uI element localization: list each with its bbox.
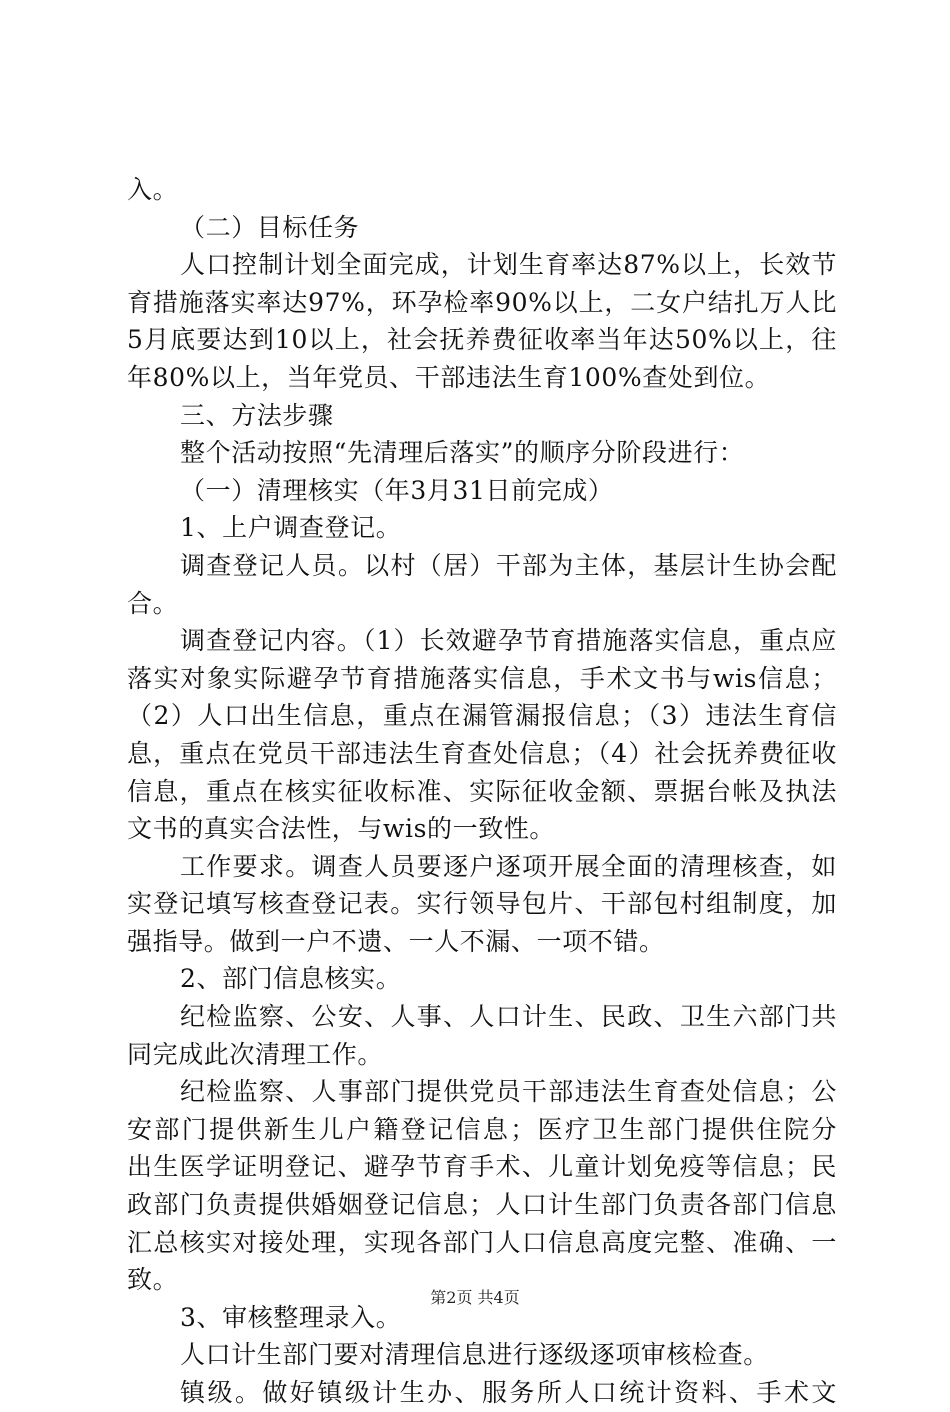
text-line: 强指导。做到一户不遗、一人不漏、一项不错。 [127, 926, 665, 956]
text-line: 政部门负责提供婚姻登记信息；人口计生部门负责各部门信息 [127, 1190, 837, 1220]
text-line: 入。 [127, 175, 179, 204]
text-line: 镇级。做好镇级计生办、服务所人口统计资料、手术文 [180, 1378, 837, 1407]
text-line: 致。 [127, 1265, 179, 1295]
text-line: 人口控制计划全面完成，计划生育率达87%以上，长效节 [180, 250, 837, 280]
document-body [127, 171, 837, 1412]
text-line: 育措施落实率达97%，环孕检率90%以上，二女户结扎万人比 [127, 287, 837, 317]
text-line: （二）目标任务 [180, 212, 360, 242]
text-line: （2）人口出生信息，重点在漏管漏报信息；（3）违法生育信 [127, 701, 837, 731]
text-line: 同完成此次清理工作。 [127, 1039, 384, 1069]
text-line: 5月底要达到10以上，社会抚养费征收率当年达50%以上，往 [127, 325, 837, 355]
text-line: 汇总核实对接处理，实现各部门人口信息高度完整、准确、一 [127, 1227, 837, 1257]
text-line: 人口计生部门要对清理信息进行逐级逐项审核检查。 [180, 1340, 769, 1370]
text-line: 调查登记内容。（1）长效避孕节育措施落实信息，重点应 [180, 626, 837, 656]
text-line: （一）清理核实（年3月31日前完成） [180, 475, 614, 505]
page-footer: 第2页 共4页 [430, 1288, 520, 1307]
text-line: 工作要求。调查人员要逐户逐项开展全面的清理核查，如 [180, 851, 837, 881]
text-line: 合。 [127, 588, 179, 618]
text-line: 息，重点在党员干部违法生育查处信息；（4）社会抚养费征收 [127, 738, 837, 768]
text-line: 3、审核整理录入。 [180, 1302, 402, 1332]
text-line: 纪检监察、公安、人事、人口计生、民政、卫生六部门共 [180, 1002, 837, 1032]
text-line: 2、部门信息核实。 [180, 964, 402, 994]
text-line: 调查登记人员。以村（居）干部为主体，基层计生协会配 [180, 550, 837, 580]
text-line: 安部门提供新生儿户籍登记信息；医疗卫生部门提供住院分 [127, 1114, 837, 1144]
text-line: 信息，重点在核实征收标准、实际征收金额、票据台帐及执法 [127, 776, 837, 806]
text-line: 文书的真实合法性，与wis的一致性。 [127, 814, 556, 844]
text-line: 三、方法步骤 [180, 400, 334, 430]
text-line: 年80%以上，当年党员、干部违法生育100%查处到位。 [127, 362, 771, 392]
text-line: 1、上户调查登记。 [180, 513, 402, 543]
text-line: 落实对象实际避孕节育措施落实信息，手术文书与wis信息； [127, 663, 837, 693]
text-line: 出生医学证明登记、避孕节育手术、儿童计划免疫等信息；民 [127, 1152, 837, 1182]
text-line: 整个活动按照“先清理后落实”的顺序分阶段进行： [180, 438, 745, 468]
text-line: 纪检监察、人事部门提供党员干部违法生育查处信息；公 [180, 1077, 837, 1107]
text-line: 实登记填写核查登记表。实行领导包片、干部包村组制度，加 [127, 889, 837, 919]
